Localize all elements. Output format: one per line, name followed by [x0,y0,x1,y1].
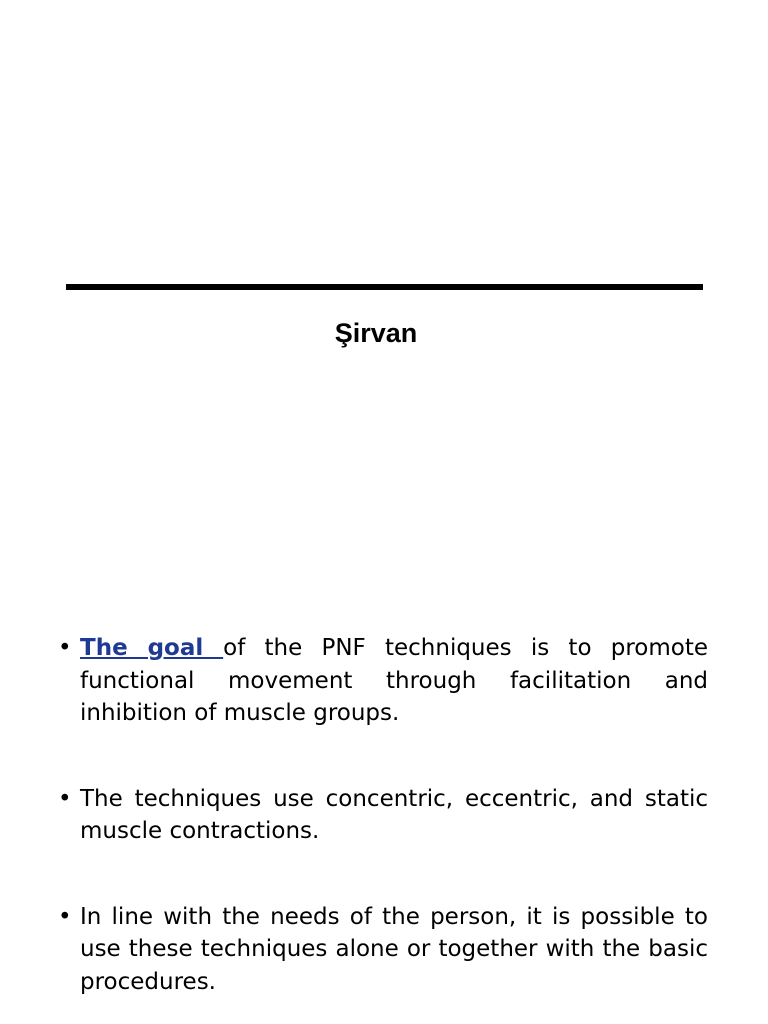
bullet-marker: • [58,903,72,930]
bullet-text: In line with the needs of the person, it is possible to use these techniques alone or together with the basic procedures. [80,903,708,995]
emphasis-text: The goal [80,635,224,661]
bullet-item-goal [58,632,708,730]
bullet-list [58,632,708,998]
author-name: Şirvan [334,318,418,348]
bullet-text: The techniques use concentric, eccentric, and static muscle contractions. [80,785,708,844]
bullet-text: of the PNF techniques is to promote functional movement through facilitation and inhibition of muscle groups. [80,635,708,726]
bullet-marker: • [58,785,72,812]
bullet-item-contractions [58,783,708,848]
bullet-marker: • [58,635,72,661]
horizontal-divider [66,284,703,290]
bullet-item-usage [58,901,708,999]
